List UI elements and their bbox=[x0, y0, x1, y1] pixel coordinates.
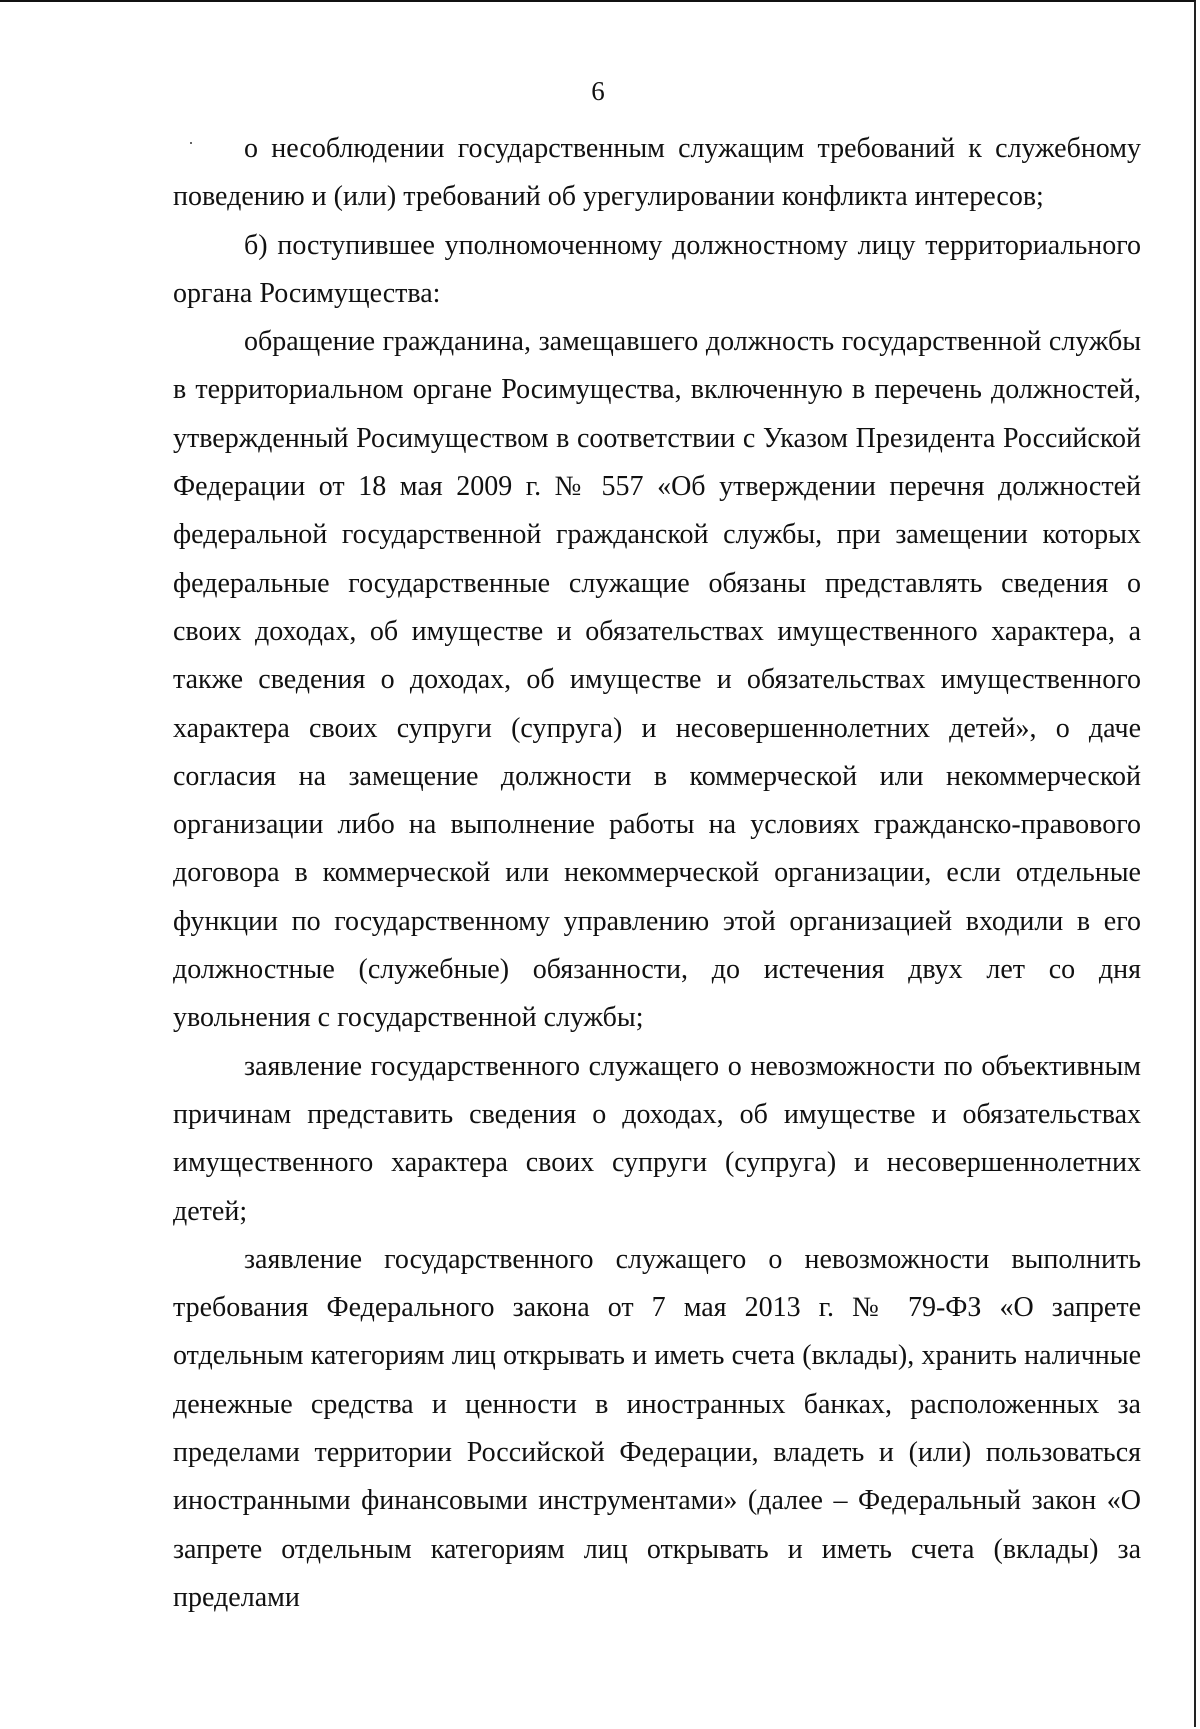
paragraph-income-statement: заявление государственного служащего о невозможности по объективным причинам представить сведения о доходах, об имуществе и обязательствах имущественного характера своих супруги (супруга) и несовершеннолетних детей; bbox=[173, 1050, 1141, 1227]
paragraph-citizen-appeal: обращение гражданина, замещавшего должность государственной службы в территориальном органе Росимущества, включенную в перечень должностей, утвержденный Росимуществом в соответствии с Указом Президента Российской Федерации от 18 мая 2009 г. № 557 «Об утверждении перечня должностей федеральной государственной гражданской службы, при замещении которых федеральные государственные служащие обязаны представлять сведения о своих доходах, об имуществе и обязательствах имущественного характера, а также сведения о доходах, об имуществе и обязательствах имущественного характера своих супруги (супруга) и несовершеннолетних детей», о даче согласия на замещение должности в коммерческой или некоммерческой организации либо на выполнение работы на условиях гражданско-правового договора в коммерческой или некоммерческой организации, если отдельные функции по государственному управлению этой организацией входили в его должностные (служебные) обязанности, до истечения двух лет со дня увольнения с государственной службы; bbox=[173, 326, 1141, 1034]
paragraph-item-b: б) поступившее уполномоченному должностному лицу территориального органа Росимущества: bbox=[173, 229, 1141, 309]
document-body bbox=[173, 125, 1141, 1622]
paragraph-foreign-accounts: заявление государственного служащего о невозможности выполнить требования Федерального закона от 7 мая 2013 г. № 79-ФЗ «О запрете отдельным категориям лиц открывать и иметь счета (вклады), хранить наличные денежные средства и ценности в иностранных банках, расположенных за пределами территории Российской Федерации, владеть и (или) пользоваться иностранными финансовыми инструментами» (далее – Федеральный закон «О запрете отдельным категориям лиц открывать и иметь счета (вклады) за пределами bbox=[173, 1243, 1141, 1613]
page-number: 6 bbox=[591, 76, 605, 106]
paragraph-noncompliance: о несоблюдении государственным служащим требований к служебному поведению и (или) требований об урегулировании конфликта интересов; bbox=[173, 133, 1141, 213]
